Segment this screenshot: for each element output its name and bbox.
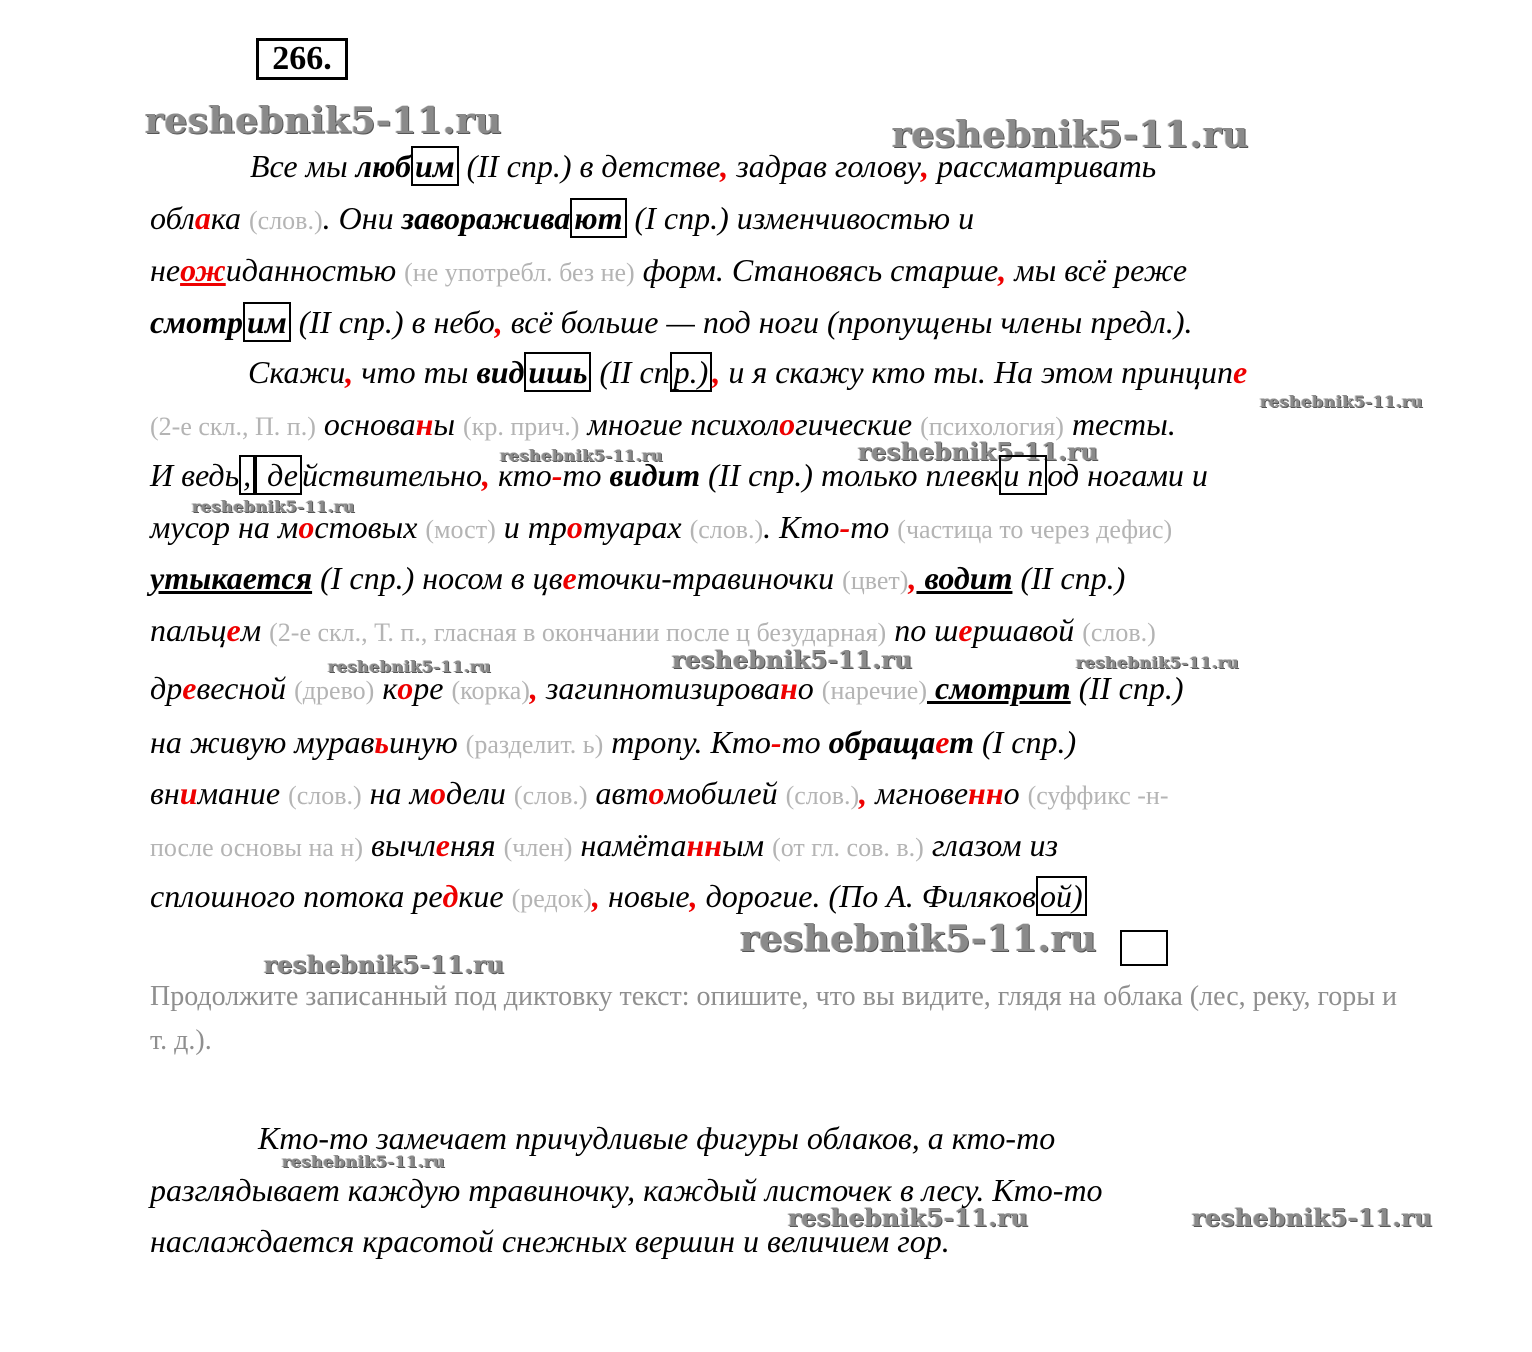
watermark: reshebnik5-11.ru xyxy=(282,1152,446,1171)
paragraph1-line3: неожиданностью (не употребл. без не) форм. Становясь старше, мы всё реже xyxy=(150,252,1188,288)
watermark: reshebnik5-11.ru xyxy=(500,446,664,465)
paragraph2-line9: внимание (слов.) на модели (слов.) автомобилей (слов.), мгновенно (суффикс -н- xyxy=(150,775,1169,811)
paragraph2-line2: (2-е скл., П. п.) основаны (кр. прич.) многие психологические (психология) тесты. xyxy=(150,406,1176,442)
paragraph1-line4: смотр им (II спр.) в небо, всё больше — под ноги (пропущены члены предл.). xyxy=(150,304,1193,340)
task-text: Продолжите записанный под диктовку текст: опишите, что вы видите, глядя на облака (лес, реку, горы и т. д.). xyxy=(150,981,1398,1056)
watermark: reshebnik5-11.ru xyxy=(740,918,1097,960)
watermark: reshebnik5-11.ru xyxy=(1076,653,1240,672)
watermark: reshebnik5-11.ru xyxy=(858,437,1099,466)
watermark: reshebnik5-11.ru xyxy=(145,100,502,142)
answer-line2: разглядывает каждую травиночку, каждый листочек в лесу. Кто-то xyxy=(150,1172,1103,1208)
watermark: reshebnik5-11.ru xyxy=(1260,392,1424,411)
watermark: reshebnik5-11.ru xyxy=(892,114,1249,156)
watermark: reshebnik5-11.ru xyxy=(788,1203,1029,1232)
paragraph1-line2: облака (слов.). Они заворажива ют (I спр.) изменчивостью и xyxy=(150,200,975,236)
watermark: reshebnik5-11.ru xyxy=(192,497,356,516)
paragraph2-line11: сплошного потока редкие (редок), новые, дорогие. (По А. Филяков ой) xyxy=(150,876,1087,919)
paragraph2-line10: после основы на н) вычленяя (член) намётанным (от гл. сов. в.) глазом из xyxy=(150,827,1058,863)
paragraph2-line6: пальцем (2-е скл., Т. п., гласная в окончании после ц безударная) по шершавой (слов.) xyxy=(150,612,1156,648)
watermark: reshebnik5-11.ru xyxy=(264,950,505,979)
watermark: reshebnik5-11.ru xyxy=(1192,1203,1433,1232)
answer-line3: наслаждается красотой снежных вершин и величием гор. xyxy=(150,1223,950,1259)
paragraph2-line1: Скажи, что ты вид ишь (II сп р.) , и я скажу кто ты. На этом принципе xyxy=(248,354,1248,390)
paragraph2-line4: мусор на мостовых (мост) и тротуарах (слов.). Кто-то (частица то через дефис) xyxy=(150,509,1173,545)
watermark: reshebnik5-11.ru xyxy=(672,645,913,674)
empty-box xyxy=(1120,930,1168,966)
watermark: reshebnik5-11.ru xyxy=(328,657,492,676)
paragraph2-line3: И ведь , де йствительно, кто-то видит (II спр.) только плевк и п од ногами и xyxy=(150,457,1208,493)
paragraph1-line1: Все мы люб им (II спр.) в детстве, задрав голову, рассматривать xyxy=(250,148,1157,184)
paragraph2-line5: утыкается (I спр.) носом в цветочки-травиночки (цвет), водит (II спр.) xyxy=(150,560,1126,596)
exercise-number: 266. xyxy=(256,38,348,80)
paragraph2-line8: на живую муравьиную (разделит. ь) тропу. Кто-то обращает (I спр.) xyxy=(150,724,1077,760)
answer-line1: Кто-то замечает причудливые фигуры облаков, а кто-то xyxy=(258,1120,1056,1156)
paragraph2-line7: древесной (древо) коре (корка), загипнотизировано (наречие) смотрит (II спр.) xyxy=(150,670,1184,706)
